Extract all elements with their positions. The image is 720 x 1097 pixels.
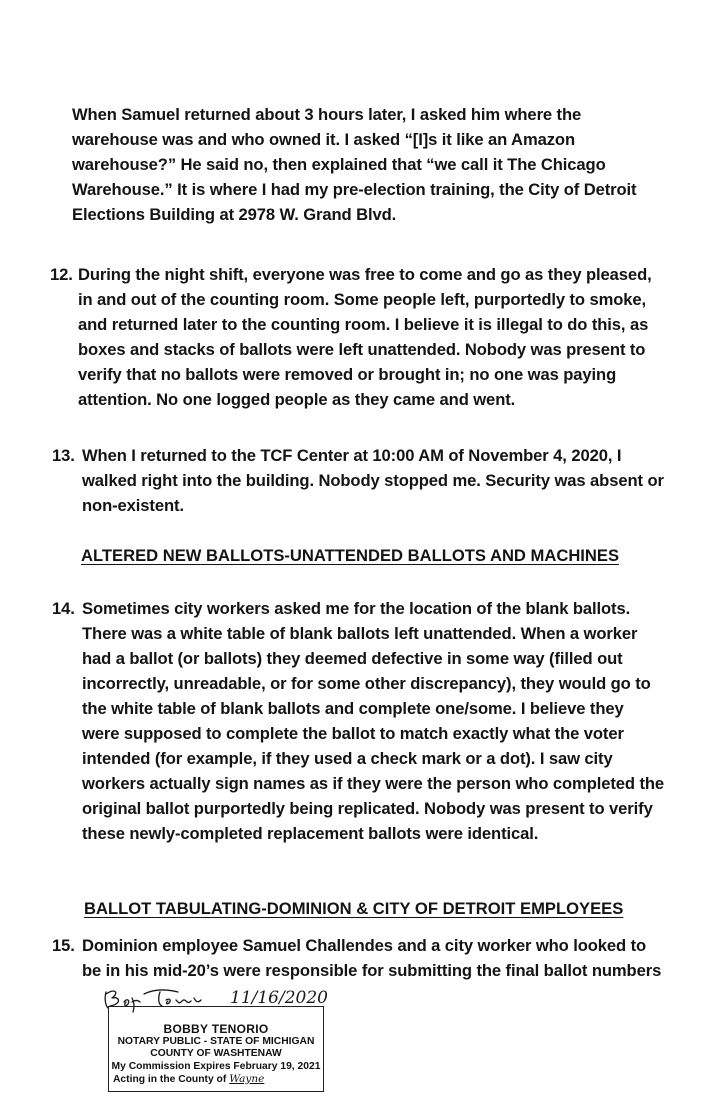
paragraph-line: verify that no ballots were removed or brought in; no one was paying bbox=[78, 365, 617, 384]
paragraph-line: boxes and stacks of ballots were left unattended. Nobody was present to bbox=[78, 340, 646, 359]
paragraph-line: intended (for example, if they used a check mark or a dot). I saw city bbox=[82, 749, 613, 768]
paragraph-number: 12. bbox=[50, 265, 73, 284]
paragraph-line: in and out of the counting room. Some people left, purportedly to smoke, bbox=[78, 290, 647, 309]
paragraph-line: During the night shift, everyone was free to come and go as they pleased, bbox=[78, 265, 652, 284]
signature-date: 11/16/2020 bbox=[230, 988, 328, 1008]
notary-stamp bbox=[108, 1006, 324, 1092]
paragraph-14 bbox=[52, 596, 692, 846]
paragraph-line: attention. No one logged people as they came and went. bbox=[78, 390, 516, 409]
paragraph-line: warehouse?” He said no, then explained that “we call it The Chicago bbox=[72, 155, 606, 174]
notary-signature bbox=[98, 982, 338, 1016]
paragraph-number: 15. bbox=[52, 936, 75, 955]
paragraph-15 bbox=[52, 933, 692, 983]
paragraph-line: be in his mid-20’s were responsible for submitting the final ballot numbers bbox=[82, 961, 662, 980]
paragraph-line: Sometimes city workers asked me for the location of the blank ballots. bbox=[82, 599, 631, 618]
paragraph-line: When Samuel returned about 3 hours later, I asked him where the bbox=[72, 105, 582, 124]
paragraph-line: non-existent. bbox=[82, 496, 184, 515]
notary-title: NOTARY PUBLIC - STATE OF MICHIGAN bbox=[117, 1036, 315, 1047]
paragraph-line: were supposed to complete the ballot to match exactly what the voter bbox=[82, 724, 624, 743]
paragraph-line: and returned later to the counting room. I believe it is illegal to do this, as bbox=[78, 315, 649, 334]
paragraph-line: incorrectly, unreadable, or for some other discrepancy), they would go to bbox=[82, 674, 651, 693]
paragraph-line: warehouse was and who owned it. I asked “[I]s it like an Amazon bbox=[72, 130, 575, 149]
notary-commission: My Commission Expires February 19, 2021 bbox=[111, 1060, 321, 1072]
paragraph-line: these newly-completed replacement ballots were identical. bbox=[82, 824, 539, 843]
paragraph-13 bbox=[52, 443, 692, 518]
paragraph-line: had a ballot (or ballots) they deemed defective in some way (filled out bbox=[82, 649, 623, 668]
paragraph-12 bbox=[50, 262, 690, 412]
section-heading-altered-ballots: ALTERED NEW BALLOTS-UNATTENDED BALLOTS AND MACHINES bbox=[81, 546, 620, 565]
notary-name: BOBBY TENORIO bbox=[163, 1022, 269, 1036]
notary-acting-prefix: Acting in the County of bbox=[113, 1073, 227, 1085]
paragraph-line: There was a white table of blank ballots left unattended. When a worker bbox=[82, 624, 638, 643]
notary-acting-county bbox=[109, 1073, 323, 1086]
section-heading-ballot-tabulating: BALLOT TABULATING-DOMINION & CITY OF DETROIT EMPLOYEES bbox=[84, 899, 624, 918]
paragraph-line: workers actually sign names as if they were the person who completed the bbox=[82, 774, 665, 793]
paragraph-line: original ballot purportedly being replicated. Nobody was present to verify bbox=[82, 799, 653, 818]
paragraph-line: Elections Building at 2978 W. Grand Blvd. bbox=[72, 205, 397, 224]
paragraph-line: When I returned to the TCF Center at 10:00 AM of November 4, 2020, I bbox=[82, 446, 622, 465]
notary-acting-county-handwritten: Wayne bbox=[229, 1072, 265, 1085]
paragraph-line: the white table of blank ballots and complete one/some. I believe they bbox=[82, 699, 624, 718]
notary-county: COUNTY OF WASHTENAW bbox=[150, 1048, 282, 1060]
paragraph-line: Dominion employee Samuel Challendes and a city worker who looked to bbox=[82, 936, 647, 955]
paragraph-line: walked right into the building. Nobody stopped me. Security was absent or bbox=[82, 471, 664, 490]
paragraph-number: 13. bbox=[52, 446, 75, 465]
paragraph-11-continued bbox=[72, 102, 682, 227]
paragraph-line: Warehouse.” It is where I had my pre-election training, the City of Detroit bbox=[72, 180, 637, 199]
paragraph-number: 14. bbox=[52, 599, 75, 618]
